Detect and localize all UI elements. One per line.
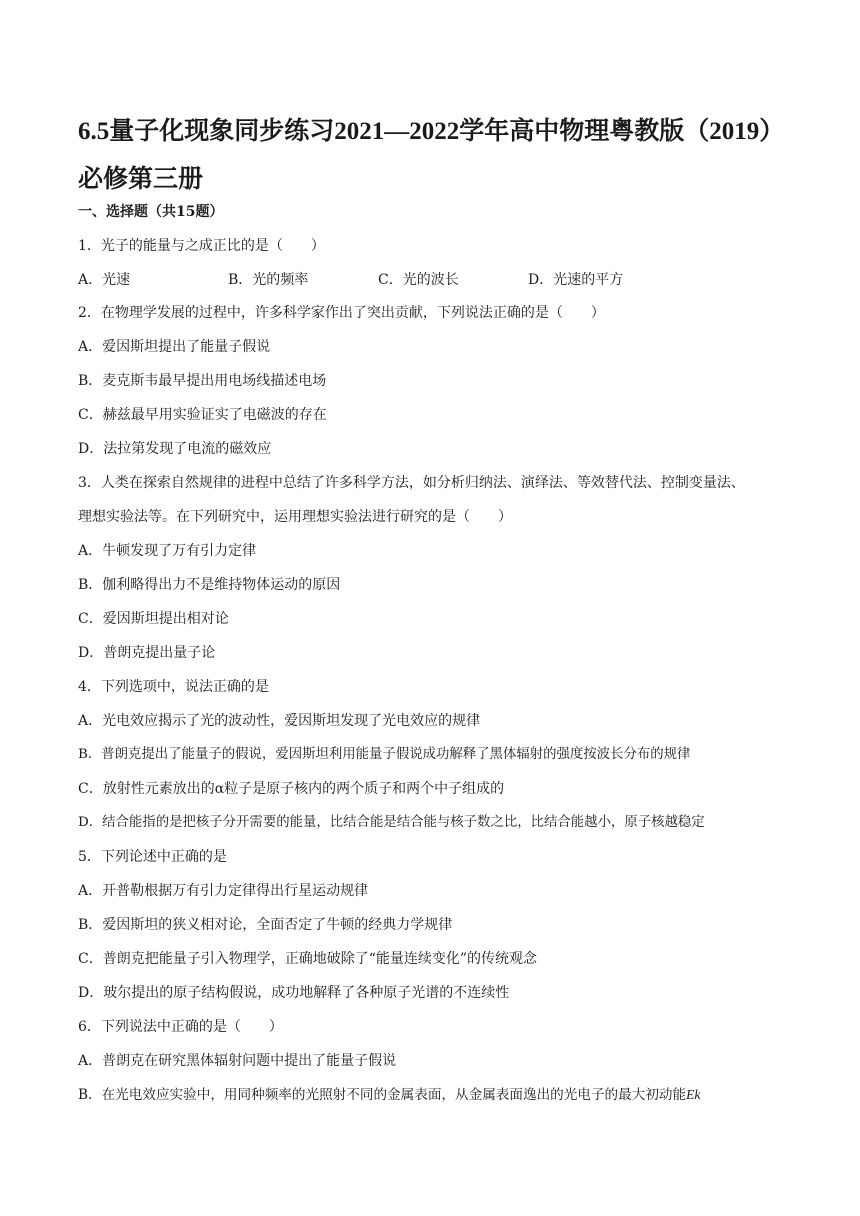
q3-option-c: C．爱因斯坦提出相对论 (78, 611, 229, 627)
question-2-stem: 2．在物理学发展的过程中，许多科学家作出了突出贡献，下列说法正确的是（ ） (78, 305, 605, 321)
question-5-stem: 5．下列论述中正确的是 (78, 849, 227, 865)
q2-option-a: A．爱因斯坦提出了能量子假说 (78, 339, 271, 355)
section-heading: 一、选择题（共15题） (78, 204, 224, 220)
q1-option-a: A．光速 (78, 272, 131, 288)
question-1-options (78, 270, 798, 290)
q6-option-a: A．普朗克在研究黑体辐射问题中提出了能量子假说 (78, 1053, 397, 1069)
q5-option-b: B．爱因斯坦的狭义相对论，全面否定了牛顿的经典力学规律 (78, 917, 453, 933)
question-1-stem: 1．光子的能量与之成正比的是（ ） (78, 238, 325, 254)
q5-option-d: D．玻尔提出的原子结构假说，成功地解释了各种原子光谱的不连续性 (78, 985, 510, 1001)
q5-option-a: A．开普勒根据万有引力定律得出行星运动规律 (78, 883, 369, 899)
document-title: 6.5量子化现象同步练习2021—2022学年高中物理粤教版（2019）必修第三册 (78, 118, 785, 193)
q2-option-d: D．法拉第发现了电流的磁效应 (78, 441, 272, 457)
q6-option-b-symbol: Ek (686, 1087, 701, 1102)
q1-option-b: B．光的频率 (228, 272, 309, 288)
q2-option-c: C．赫兹最早用实验证实了电磁波的存在 (78, 407, 327, 423)
question-6-stem: 6．下列说法中正确的是（ ） (78, 1019, 283, 1035)
q4-option-d: D．结合能指的是把核子分开需要的能量，比结合能是结合能与核子数之比，比结合能越小，原子核越稳定 (78, 815, 705, 830)
q4-option-c: C．放射性元素放出的α粒子是原子核内的两个质子和两个中子组成的 (78, 781, 505, 797)
q3-option-d: D．普朗克提出量子论 (78, 645, 216, 661)
q5-option-c: C．普朗克把能量子引入物理学，正确地破除了“能量连续变化”的传统观念 (78, 951, 538, 967)
question-3-stem-line-1: 3．人类在探索自然规律的进程中总结了许多科学方法，如分析归纳法、演绎法、等效替代法、控制变量法、 (78, 475, 745, 491)
q2-option-b: B．麦克斯韦最早提出用电场线描述电场 (78, 373, 327, 389)
q3-option-a: A．牛顿发现了万有引力定律 (78, 543, 257, 559)
q4-option-a: A．光电效应揭示了光的波动性，爱因斯坦发现了光电效应的规律 (78, 713, 481, 729)
q4-option-b: B．普朗克提出了能量子的假说，爱因斯坦利用能量子假说成功解释了黑体辐射的强度按波长分布的规律 (78, 747, 691, 762)
q6-option-b-text: B．在光电效应实验中，用同种频率的光照射不同的金属表面，从金属表面逸出的光电子的最大初动能 (78, 1087, 687, 1103)
question-3-stem-line-2: 理想实验法等。在下列研究中，运用理想实验法进行研究的是（ ） (78, 509, 512, 525)
q1-option-c: C．光的波长 (378, 272, 459, 288)
q6-option-b (78, 1085, 798, 1105)
q3-option-b: B．伽利略得出力不是维持物体运动的原因 (78, 577, 341, 593)
q1-option-d: D．光速的平方 (528, 272, 624, 288)
question-4-stem: 4．下列选项中，说法正确的是 (78, 679, 269, 695)
